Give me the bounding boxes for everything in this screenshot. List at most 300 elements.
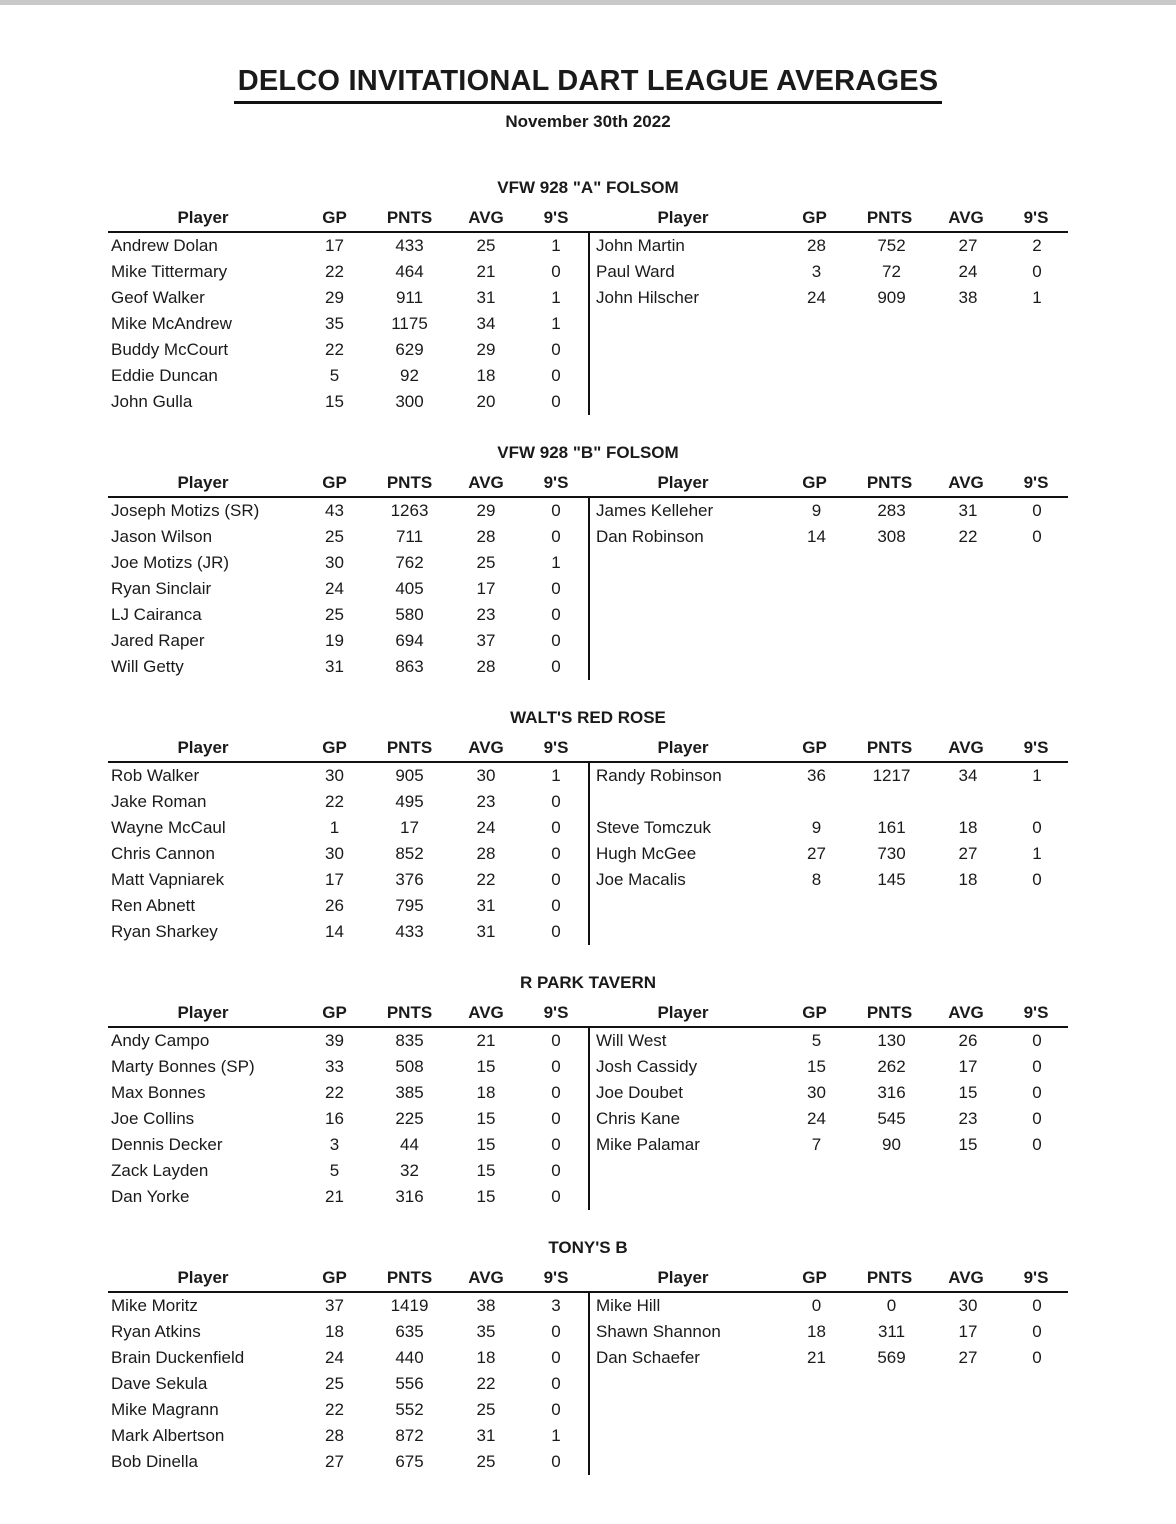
stat-gp: 9: [811, 501, 822, 520]
stat-gp: 17: [325, 870, 344, 889]
stat-avg: 23: [958, 1109, 978, 1128]
stat-nines: 0: [551, 1083, 561, 1102]
stat-gp: 22: [325, 340, 344, 359]
column-header-pnts: PNTS: [866, 738, 913, 757]
player-name: James Kelleher: [596, 501, 714, 520]
player-name: Andrew Dolan: [111, 236, 218, 255]
table-half-left: [108, 1265, 588, 1475]
table-row: [590, 285, 1068, 311]
stat-pnts: 795: [395, 896, 424, 915]
stat-nines: 1: [551, 236, 561, 255]
stat-avg: 31: [476, 922, 496, 941]
stat-avg: 27: [958, 1348, 978, 1367]
stat-avg: 15: [476, 1187, 496, 1206]
table-half-right: [588, 470, 1068, 680]
column-header-gp: GP: [322, 738, 347, 757]
table-row: [590, 1080, 1068, 1106]
stat-nines: 0: [551, 262, 561, 281]
stat-gp: 8: [811, 870, 822, 889]
stat-nines: 0: [1032, 1031, 1042, 1050]
stat-pnts: 283: [877, 501, 906, 520]
stat-nines: 0: [551, 392, 561, 411]
column-header-avg: AVG: [468, 208, 504, 227]
column-header-player: Player: [177, 473, 229, 492]
stat-avg: 38: [958, 288, 978, 307]
stat-avg: 25: [476, 1452, 496, 1471]
stat-nines: 0: [1032, 1109, 1042, 1128]
stat-nines: 0: [551, 1322, 561, 1341]
stat-gp: 29: [325, 288, 344, 307]
stat-pnts: 1263: [390, 501, 429, 520]
stat-gp: 18: [807, 1322, 826, 1341]
stat-avg: 22: [958, 527, 978, 546]
column-header-nines: 9'S: [543, 208, 569, 227]
stat-gp: 15: [325, 392, 344, 411]
column-header-nines: 9'S: [1023, 738, 1049, 757]
table-row: [108, 337, 588, 363]
player-name: Ren Abnett: [111, 896, 196, 915]
stat-gp: 22: [325, 262, 344, 281]
stat-pnts: 1419: [390, 1296, 429, 1315]
player-name: Jared Raper: [111, 631, 205, 650]
stat-pnts: 762: [395, 553, 424, 572]
column-header-avg: AVG: [948, 473, 984, 492]
column-header-gp: GP: [802, 1003, 827, 1022]
table-header-row: [588, 470, 1068, 498]
league-section: [108, 1238, 1068, 1475]
stat-avg: 31: [476, 896, 496, 915]
stat-gp: 26: [325, 896, 344, 915]
table-row: [108, 1106, 588, 1132]
stat-avg: 21: [476, 262, 496, 281]
player-name: Zack Layden: [111, 1161, 209, 1180]
stat-pnts: 1175: [391, 314, 428, 333]
stat-pnts: 495: [395, 792, 424, 811]
stat-avg: 15: [476, 1135, 496, 1154]
player-name: John Gulla: [111, 392, 193, 411]
stat-avg: 18: [476, 366, 496, 385]
stat-pnts: 225: [395, 1109, 424, 1128]
table-row: [590, 763, 1068, 789]
player-name: Joe Collins: [111, 1109, 195, 1128]
stat-gp: 30: [807, 1083, 826, 1102]
player-name: Rob Walker: [111, 766, 200, 785]
stat-pnts: 92: [400, 366, 419, 385]
stat-nines: 0: [1032, 870, 1042, 889]
stat-gp: 27: [325, 1452, 344, 1471]
column-header-nines: 9'S: [543, 1268, 569, 1287]
stat-pnts: 464: [395, 262, 424, 281]
stat-pnts: 675: [395, 1452, 424, 1471]
stat-avg: 31: [476, 288, 496, 307]
page-date: November 30th 2022: [505, 112, 671, 131]
table-row: [590, 1028, 1068, 1054]
player-name: Chris Kane: [596, 1109, 681, 1128]
player-name: Mike Tittermary: [111, 262, 228, 281]
stat-gp: 9: [811, 818, 822, 837]
column-header-nines: 9'S: [1023, 1268, 1049, 1287]
table-row: [108, 311, 588, 337]
table-row: [590, 233, 1068, 259]
table-half-right: [588, 1000, 1068, 1210]
column-header-pnts: PNTS: [386, 208, 433, 227]
table-row: [108, 1184, 588, 1210]
window-top-strip: [0, 0, 1176, 5]
stat-avg: 30: [958, 1296, 978, 1315]
stat-pnts: 44: [400, 1135, 419, 1154]
table-row: [108, 789, 588, 815]
stat-avg: 15: [958, 1083, 978, 1102]
stat-nines: 0: [551, 1057, 561, 1076]
stat-gp: [780, 789, 853, 815]
player-name: Andy Campo: [111, 1031, 210, 1050]
stat-nines: 0: [551, 1135, 561, 1154]
stat-avg: 26: [958, 1031, 978, 1050]
stat-gp: 36: [807, 766, 826, 785]
table-rows: [108, 763, 588, 945]
stat-nines: 0: [551, 631, 561, 650]
stat-pnts: 433: [395, 236, 424, 255]
player-name: Ryan Sharkey: [111, 922, 218, 941]
column-header-pnts: PNTS: [386, 1003, 433, 1022]
stat-nines: 0: [551, 527, 561, 546]
stat-avg: 28: [476, 657, 496, 676]
player-name: Wayne McCaul: [111, 818, 226, 837]
stat-pnts: 0: [886, 1296, 897, 1315]
stat-pnts: 130: [877, 1031, 906, 1050]
player-name: Joe Macalis: [596, 870, 686, 889]
table-row: [590, 1054, 1068, 1080]
stat-pnts: 569: [877, 1348, 906, 1367]
player-name: Dan Schaefer: [596, 1348, 700, 1367]
stat-avg: 23: [476, 792, 496, 811]
table-half-left: [108, 205, 588, 415]
player-name: Joe Motizs (JR): [111, 553, 230, 572]
stat-avg: 22: [476, 870, 496, 889]
table-row: [108, 1345, 588, 1371]
table-half-left: [108, 735, 588, 945]
stat-nines: 1: [551, 1426, 561, 1445]
stat-nines: 0: [1032, 501, 1042, 520]
table-row: [590, 867, 1068, 893]
player-name: Jason Wilson: [111, 527, 213, 546]
stat-gp: 43: [325, 501, 344, 520]
player-name: Jake Roman: [111, 792, 207, 811]
stat-pnts: 72: [882, 262, 901, 281]
stat-gp: 39: [325, 1031, 344, 1050]
table-half-left: [108, 470, 588, 680]
column-header-avg: AVG: [468, 1003, 504, 1022]
stat-avg: 17: [958, 1322, 978, 1341]
stat-pnts: 262: [877, 1057, 906, 1076]
player-name: Max Bonnes: [111, 1083, 206, 1102]
table-row: [590, 1132, 1068, 1158]
stat-pnts: 872: [395, 1426, 424, 1445]
stat-avg: 27: [958, 236, 978, 255]
stat-nines: 2: [1032, 236, 1042, 255]
column-header-gp: GP: [802, 1268, 827, 1287]
stat-nines: 3: [551, 1296, 561, 1315]
table-row: [108, 498, 588, 524]
player-name: Eddie Duncan: [111, 366, 218, 385]
stat-gp: 24: [325, 579, 344, 598]
table-rows: [108, 233, 588, 415]
column-header-player: Player: [177, 1268, 229, 1287]
stat-gp: 5: [329, 366, 340, 385]
table-row: [590, 524, 1068, 550]
player-name: Marty Bonnes (SP): [111, 1057, 255, 1076]
player-name: Josh Cassidy: [596, 1057, 698, 1076]
stat-gp: 25: [325, 1374, 344, 1393]
stat-gp: 16: [325, 1109, 344, 1128]
stat-avg: 27: [958, 844, 978, 863]
stat-nines: 1: [551, 553, 561, 572]
table-row: [108, 893, 588, 919]
section-tables: [108, 205, 1068, 415]
stat-pnts: 376: [395, 870, 424, 889]
stat-pnts: 440: [395, 1348, 424, 1367]
stat-nines: 0: [551, 922, 561, 941]
column-header-player: Player: [657, 738, 709, 757]
stat-nines: 0: [551, 844, 561, 863]
player-name: Mike Hill: [596, 1296, 661, 1315]
stat-nines: 0: [551, 605, 561, 624]
column-header-pnts: PNTS: [866, 1268, 913, 1287]
stat-gp: 3: [811, 262, 822, 281]
column-header-nines: 9'S: [1023, 1003, 1049, 1022]
stat-pnts: 161: [877, 818, 906, 837]
stat-gp: 28: [807, 236, 826, 255]
stat-gp: 1: [329, 818, 340, 837]
stat-pnts: 580: [395, 605, 424, 624]
stat-pnts: 752: [877, 236, 906, 255]
stat-gp: 17: [325, 236, 344, 255]
table-row: [108, 1080, 588, 1106]
stat-nines: 0: [551, 870, 561, 889]
stat-gp: 35: [325, 314, 344, 333]
stat-gp: 28: [325, 1426, 344, 1445]
player-name: Shawn Shannon: [596, 1322, 721, 1341]
stat-nines: 0: [551, 579, 561, 598]
stat-nines: 1: [551, 314, 561, 333]
stat-nines: 0: [551, 501, 561, 520]
stat-gp: 21: [325, 1187, 344, 1206]
table-row: [108, 389, 588, 415]
table-row: [108, 1423, 588, 1449]
stat-nines: 0: [551, 657, 561, 676]
stat-avg: 17: [958, 1057, 978, 1076]
player-name: Mike Magrann: [111, 1400, 219, 1419]
player-name: Steve Tomczuk: [596, 818, 711, 837]
table-header-row: [588, 735, 1068, 763]
table-header-row: [108, 205, 588, 233]
section-title: WALT'S RED ROSE: [510, 708, 666, 727]
stat-pnts: 405: [395, 579, 424, 598]
stat-avg: 34: [476, 314, 496, 333]
table-row: [108, 550, 588, 576]
stat-gp: 31: [325, 657, 344, 676]
section-title: TONY'S B: [548, 1238, 628, 1257]
column-header-player: Player: [177, 738, 229, 757]
stat-gp: 19: [325, 631, 344, 650]
stat-gp: 30: [325, 553, 344, 572]
table-row: [108, 1293, 588, 1319]
stat-avg: 22: [476, 1374, 496, 1393]
stat-avg: 38: [476, 1296, 496, 1315]
stat-gp: 33: [325, 1057, 344, 1076]
player-name: Mike Moritz: [111, 1296, 198, 1315]
player-name: Bob Dinella: [111, 1452, 198, 1471]
player-name: LJ Cairanca: [111, 605, 202, 624]
stat-gp: 5: [329, 1161, 340, 1180]
column-header-gp: GP: [322, 473, 347, 492]
stat-gp: 18: [325, 1322, 344, 1341]
player-name: Chris Cannon: [111, 844, 215, 863]
table-header-row: [108, 470, 588, 498]
stat-gp: 15: [807, 1057, 826, 1076]
stat-gp: 14: [807, 527, 826, 546]
table-header-row: [588, 205, 1068, 233]
column-header-nines: 9'S: [1023, 208, 1049, 227]
stat-nines: 0: [1032, 1083, 1042, 1102]
title-wrap: [0, 65, 1176, 104]
stat-nines: 0: [551, 1161, 561, 1180]
stat-gp: 22: [325, 1400, 344, 1419]
section-tables: [108, 1000, 1068, 1210]
stat-pnts: 852: [395, 844, 424, 863]
column-header-player: Player: [657, 1268, 709, 1287]
table-row: [590, 789, 1068, 815]
stat-pnts: 385: [395, 1083, 424, 1102]
table-row: [590, 1106, 1068, 1132]
table-row: [108, 1054, 588, 1080]
stat-pnts: [853, 789, 930, 815]
stat-nines: 0: [1032, 1322, 1042, 1341]
league-section: [108, 178, 1068, 415]
stat-pnts: 911: [395, 288, 424, 307]
stat-pnts: 433: [395, 922, 424, 941]
stat-avg: 29: [476, 340, 496, 359]
stat-nines: 0: [1032, 1348, 1042, 1367]
stat-pnts: 32: [400, 1161, 419, 1180]
stat-gp: 24: [325, 1348, 344, 1367]
stat-pnts: 694: [395, 631, 424, 650]
table-row: [590, 259, 1068, 285]
stat-avg: 31: [476, 1426, 496, 1445]
stat-gp: 22: [325, 1083, 344, 1102]
table-row: [590, 498, 1068, 524]
column-header-avg: AVG: [948, 1003, 984, 1022]
stat-nines: 0: [551, 1109, 561, 1128]
column-header-avg: AVG: [948, 738, 984, 757]
column-header-player: Player: [657, 208, 709, 227]
column-header-player: Player: [657, 473, 709, 492]
column-header-player: Player: [177, 1003, 229, 1022]
table-row: [108, 524, 588, 550]
stat-nines: 0: [551, 1374, 561, 1393]
player-name: Matt Vapniarek: [111, 870, 225, 889]
table-header-row: [588, 1265, 1068, 1293]
table-row: [108, 363, 588, 389]
column-header-nines: 9'S: [543, 738, 569, 757]
column-header-gp: GP: [802, 738, 827, 757]
column-header-pnts: PNTS: [866, 1003, 913, 1022]
stat-pnts: 835: [395, 1031, 424, 1050]
table-row: [108, 654, 588, 680]
column-header-nines: 9'S: [543, 1003, 569, 1022]
table-rows: [108, 1028, 588, 1210]
table-row: [108, 1371, 588, 1397]
column-header-pnts: PNTS: [386, 738, 433, 757]
stat-avg: 25: [476, 553, 496, 572]
table-row: [590, 1293, 1068, 1319]
stat-avg: 15: [476, 1057, 496, 1076]
table-rows: [108, 1293, 588, 1475]
stat-gp: 25: [325, 605, 344, 624]
table-row: [108, 1397, 588, 1423]
stat-nines: 0: [551, 1400, 561, 1419]
stat-nines: 0: [1032, 1296, 1042, 1315]
stat-gp: 30: [325, 766, 344, 785]
league-section: [108, 973, 1068, 1210]
stat-gp: 24: [807, 288, 826, 307]
stat-pnts: 545: [877, 1109, 906, 1128]
stat-pnts: 1217: [872, 766, 911, 785]
stat-gp: 0: [811, 1296, 822, 1315]
stat-gp: 5: [811, 1031, 822, 1050]
stat-gp: 21: [807, 1348, 826, 1367]
stat-nines: 0: [551, 896, 561, 915]
stat-avg: 25: [476, 1400, 496, 1419]
section-tables: [108, 470, 1068, 680]
stat-nines: 0: [551, 1187, 561, 1206]
stat-avg: 18: [958, 870, 978, 889]
table-half-left: [108, 1000, 588, 1210]
player-name: Dennis Decker: [111, 1135, 223, 1154]
stat-gp: 14: [325, 922, 344, 941]
section-title: VFW 928 "A" FOLSOM: [497, 178, 679, 197]
stat-avg: 23: [476, 605, 496, 624]
player-name: John Martin: [596, 236, 685, 255]
stat-pnts: 909: [877, 288, 906, 307]
table-header-row: [108, 1000, 588, 1028]
table-row: [108, 763, 588, 789]
player-name: Mark Albertson: [111, 1426, 225, 1445]
table-rows: [588, 233, 1068, 415]
table-rows: [588, 1293, 1068, 1475]
stat-avg: 18: [476, 1083, 496, 1102]
stat-gp: 24: [807, 1109, 826, 1128]
table-row: [108, 1028, 588, 1054]
stat-avg: 34: [958, 766, 978, 785]
table-row: [590, 1319, 1068, 1345]
column-header-player: Player: [177, 208, 229, 227]
stat-avg: 20: [476, 392, 496, 411]
stat-avg: 37: [476, 631, 496, 650]
stat-avg: 25: [476, 236, 496, 255]
table-row: [108, 285, 588, 311]
column-header-avg: AVG: [468, 1268, 504, 1287]
player-name: Paul Ward: [596, 262, 675, 281]
table-half-right: [588, 1265, 1068, 1475]
stat-pnts: 145: [877, 870, 906, 889]
stat-avg: 31: [958, 501, 978, 520]
stat-pnts: 635: [395, 1322, 424, 1341]
player-name: Ryan Atkins: [111, 1322, 201, 1341]
stat-avg: 15: [476, 1161, 496, 1180]
player-name: Buddy McCourt: [111, 340, 229, 359]
stat-pnts: 308: [877, 527, 906, 546]
